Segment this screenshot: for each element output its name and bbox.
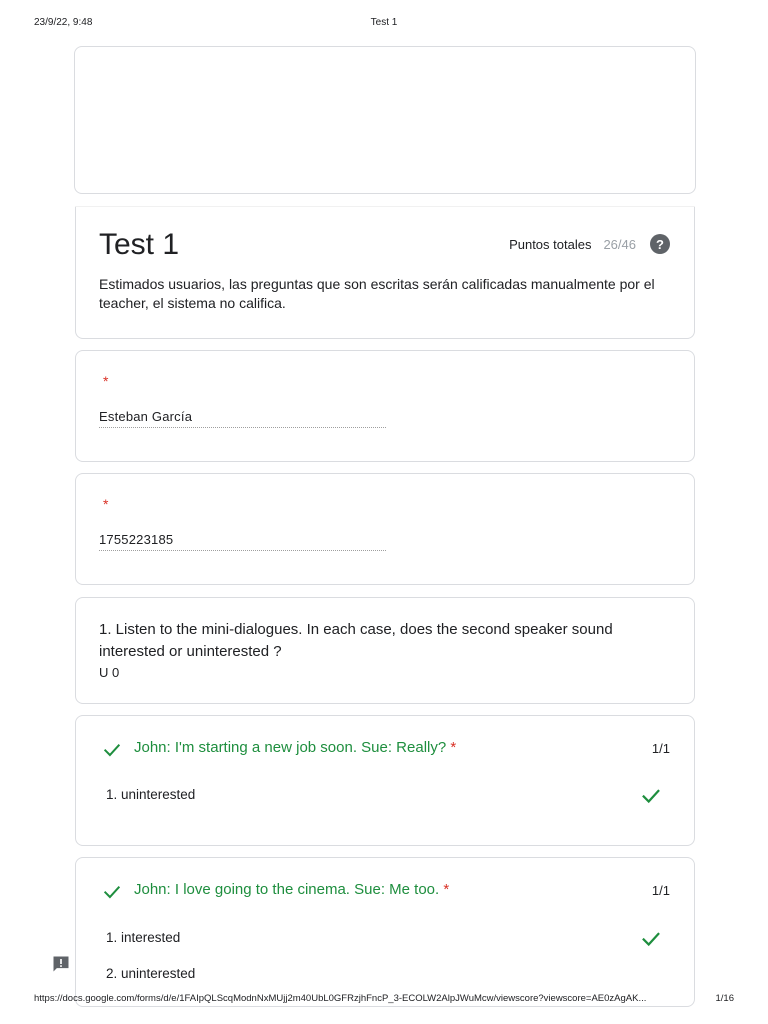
check-icon	[640, 928, 662, 950]
option-label: 1. uninterested	[106, 787, 196, 802]
question-card	[75, 715, 695, 846]
form-title-card	[75, 206, 695, 339]
form-description: Estimados usuarios, las preguntas que son escritas serán calificadas manualmente por el teacher, el sistema no califica.	[99, 276, 655, 311]
question-text: John: I love going to the cinema. Sue: Me too.	[134, 881, 440, 898]
check-icon	[102, 882, 122, 902]
check-icon	[640, 785, 662, 807]
header-banner	[74, 46, 696, 194]
help-circle-icon[interactable]: ?	[650, 234, 670, 254]
print-url: https://docs.google.com/forms/d/e/1FAIpQLScqModnNxMUjj2m40UbL0GFRzjhFncP_3-ECOLW2AlpJWuMcw/viewscore?viewscore=AE0zAgAK...	[34, 993, 647, 1004]
required-mark: *	[103, 496, 109, 512]
print-footer	[0, 993, 768, 1007]
question-title	[134, 739, 456, 756]
required-mark: *	[450, 739, 457, 756]
name-answer: Esteban García	[99, 409, 193, 424]
id-answer: 1755223185	[99, 532, 174, 547]
answer-underline	[99, 427, 386, 428]
check-icon	[102, 740, 122, 760]
form-title: Test 1	[99, 228, 180, 261]
required-mark: *	[103, 373, 109, 389]
print-header	[0, 17, 768, 31]
print-date: 23/9/22, 9:48	[34, 17, 93, 28]
option-label: 1. interested	[106, 930, 181, 945]
question-title	[134, 881, 449, 898]
section-description: U 0	[99, 665, 120, 680]
answer-card-name	[75, 350, 695, 462]
question-text: John: I'm starting a new job soon. Sue: Really?	[134, 739, 447, 756]
question-points: 1/1	[651, 883, 670, 898]
score-value: 26/46	[603, 236, 636, 252]
print-title: Test 1	[370, 17, 398, 28]
answer-underline	[99, 550, 386, 551]
section-header-card	[75, 597, 695, 704]
total-score	[509, 234, 670, 254]
question-card	[75, 857, 695, 1007]
answer-card-id	[75, 473, 695, 585]
score-label: Puntos totales	[509, 236, 592, 252]
question-points: 1/1	[651, 741, 670, 756]
required-mark: *	[443, 881, 450, 898]
feedback-icon[interactable]	[51, 954, 71, 974]
section-title: 1. Listen to the mini-dialogues. In each case, does the second speaker sound interested or uninterested ?	[99, 621, 613, 660]
print-page-number: 1/16	[715, 993, 734, 1004]
option-label: 2. uninterested	[106, 966, 196, 981]
